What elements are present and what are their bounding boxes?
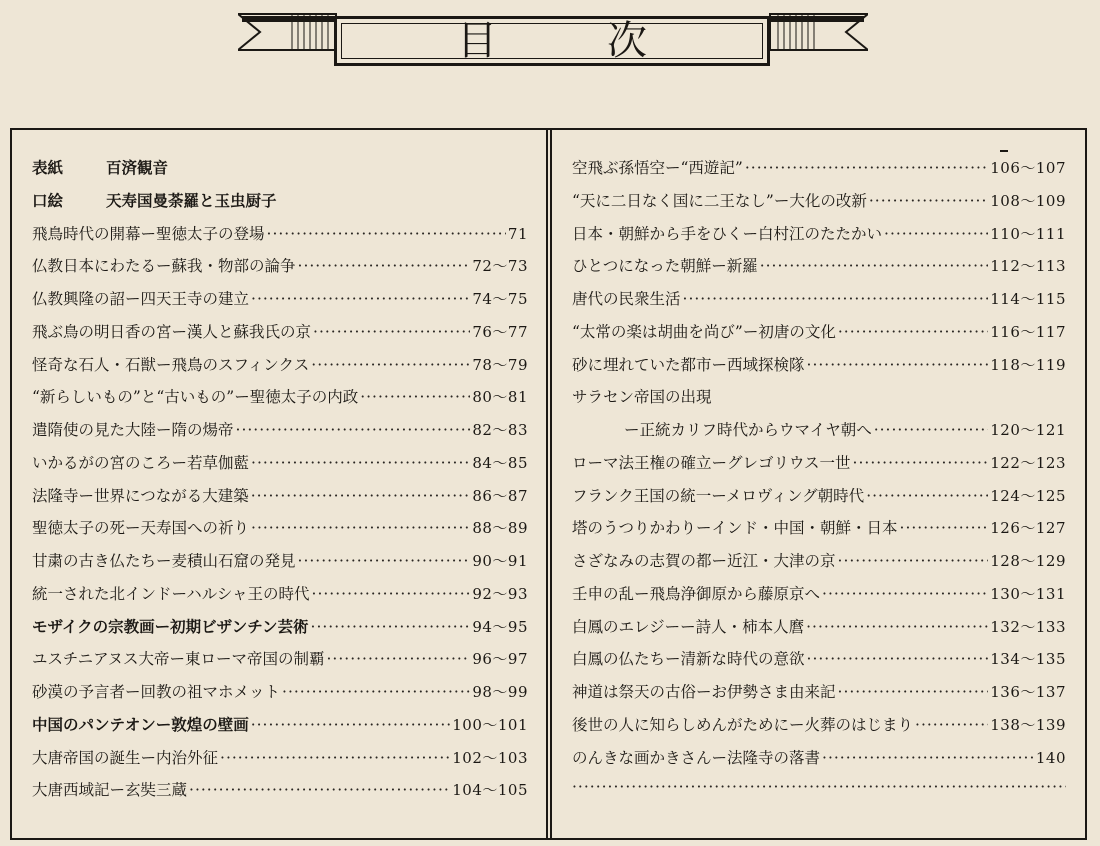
entry-title: “太常の楽は胡曲を尚び”ー初唐の文化 [572,322,836,341]
toc-entry[interactable] [32,615,528,648]
toc-banner [238,6,868,68]
entry-pages: 100～101 [452,715,528,734]
toc-entry[interactable] [572,549,1066,582]
dot-leader [313,323,470,341]
dot-leader [838,683,989,701]
toc-entry-subentry[interactable] [572,418,1066,451]
entry-title: 遣隋使の見た大陸ー隋の煬帝 [32,421,234,439]
toc-entry[interactable] [572,156,1066,189]
entry-title: 大唐西域記ー玄奘三蔵 [32,781,188,800]
dot-leader [838,552,989,570]
entry-title: 後世の人に知らしめんがためにー火葬のはじまり [572,715,914,734]
entry-pages: 76～77 [472,322,528,341]
toc-entry[interactable] [572,713,1066,746]
dot-leader [915,716,988,734]
dot-leader [900,519,989,537]
dot-leader [282,683,470,701]
dot-leader [822,585,988,603]
entry-title: 聖徳太子の死ー天寿国への祈り [32,519,250,538]
entry-pages: 120～121 [990,421,1066,439]
entry-pages: 110～111 [990,224,1066,243]
entry-title: 塔のうつりかわりーインド・中国・朝鮮・日本 [572,519,898,538]
entry-title: 飛鳥時代の開幕ー聖徳太子の登場 [32,224,265,243]
toc-entry[interactable] [572,320,1066,353]
entry-title: 怪奇な石人・石獣ー飛鳥のスフィンクス [32,355,310,374]
entry-pages: 102～103 [452,748,528,767]
toc-entry[interactable] [572,353,1066,386]
entry-pages: 90～91 [472,552,528,570]
entry-pages: 118～119 [990,355,1066,374]
entry-pages: 71 [507,224,528,243]
dot-leader [869,192,988,210]
dot-leader [236,421,471,439]
dot-leader [683,290,989,308]
dot-leader [745,159,988,177]
dot-leader [220,749,450,767]
toc-entry[interactable] [32,451,528,484]
dot-leader [251,454,470,472]
entry-pages: 126～127 [990,519,1066,538]
toc-entry[interactable] [32,516,528,549]
entry-title: 甘粛の古き仏たちー麦積山石窟の発見 [32,552,296,570]
toc-entry[interactable] [32,647,528,680]
entry-pages: 140 [1035,748,1066,767]
entry-title: ー正統カリフ時代からウマイヤ朝へ [624,421,872,439]
entry-pages: 72～73 [472,257,528,276]
entry-title: 大唐帝国の誕生ー内治外征 [32,748,219,767]
dot-leader [360,388,470,406]
dot-leader [311,618,471,636]
entry-title: 白鳳の仏たちー清新な時代の意欲 [572,650,805,669]
toc-entry[interactable] [572,647,1066,680]
entry-pages: 132～133 [990,617,1066,636]
dot-leader [251,716,451,734]
entry-title: 仏教日本にわたるー蘇我・物部の論争 [32,257,296,276]
entry-pages: 74～75 [472,290,528,308]
entry-title: 砂漠の予言者ー回教の祖マホメット [32,683,281,701]
dot-leader [806,618,988,636]
entry-pages: 82～83 [472,421,528,439]
toc-entry[interactable] [32,353,528,386]
toc-entry-cover[interactable] [32,156,528,189]
toc-entry[interactable] [32,746,528,779]
entry-title: さざなみの志賀の都ー近江・大津の京 [572,552,836,570]
toc-entry[interactable] [32,254,528,287]
dot-leader [189,781,450,799]
entry-title: ユスチニアヌス大帝ー東ローマ帝国の制覇 [32,650,325,669]
toc-left-column [32,156,528,811]
entry-pages: 84～85 [472,453,528,472]
entry-title: 統一された北インドーハルシャ王の時代 [32,584,310,603]
entry-pages: 106～107 [990,159,1066,177]
entry-title: 日本・朝鮮から手をひくー白村江のたたかい [572,224,883,243]
entry-title: 百済観音 [106,158,169,177]
entry-title: 天寿国曼荼羅と玉虫厨子 [106,190,277,210]
entry-title: ローマ法王権の確立ーグレゴリウス一世 [572,453,851,472]
entry-title: ひとつになった朝鮮ー新羅 [572,257,758,276]
entry-label: 口絵 [32,190,64,210]
entry-title: 白鳳のエレジーー詩人・柿本人麿 [572,617,805,636]
entry-pages: 116～117 [990,322,1066,341]
column-divider [546,128,552,840]
toc-entry[interactable] [32,287,528,320]
entry-pages: 94～95 [472,617,528,636]
entry-title: 飛ぶ鳥の明日香の宮ー漢人と蘇我氏の京 [32,322,312,341]
dot-leader [874,421,989,439]
toc-entry[interactable] [32,582,528,615]
dot-leader [327,650,471,668]
toc-entry-blank [572,778,1066,811]
entry-title: フランク王国の統一ーメロヴィング朝時代 [572,486,865,505]
entry-title: 壬申の乱ー飛鳥浄御原から藤原京へ [572,584,821,603]
toc-entry[interactable] [572,189,1066,222]
toc-entry[interactable] [32,484,528,517]
toc-entry[interactable] [572,451,1066,484]
toc-entry[interactable] [572,582,1066,615]
dot-leader [298,257,471,275]
entry-pages: 136～137 [990,683,1066,701]
entry-pages: 122～123 [990,453,1066,472]
entry-title: 法隆寺ー世界につながる大建築 [32,486,249,505]
toc-entry[interactable] [32,778,528,811]
toc-right-column [572,156,1066,811]
dot-leader [807,356,989,374]
entry-pages: 86～87 [472,486,528,505]
dot-leader [807,650,989,668]
entry-title: 空飛ぶ孫悟空ー“西遊記” [572,159,743,177]
toc-entry[interactable] [32,418,528,451]
dot-leader [822,749,1034,767]
entry-pages: 88～89 [472,519,528,538]
entry-pages: 78～79 [472,355,528,374]
entry-pages: 112～113 [990,257,1066,276]
entry-title: 砂に埋れていた都市ー西域探検隊 [572,355,805,374]
dot-leader [838,323,988,341]
entry-pages: 80～81 [472,388,528,407]
dot-leader [251,290,470,308]
entry-title: 仏教興隆の詔ー四天王寺の建立 [32,290,250,308]
entry-pages: 96～97 [472,650,528,669]
dot-leader [866,487,988,505]
entry-title: 唐代の民衆生活 [572,290,681,308]
banner-title-box [334,16,770,66]
toc-entry[interactable] [32,680,528,713]
toc-entry[interactable] [572,484,1066,517]
entry-title: サラセン帝国の出現 [572,388,712,407]
toc-entry[interactable] [32,320,528,353]
dot-leader [251,487,471,505]
toc-entry-heading[interactable] [572,385,1066,418]
dot-leader [312,585,471,603]
dot-leader [298,552,471,570]
entry-pages: 128～129 [990,552,1066,570]
entry-title: “新らしいもの”と“古いもの”ー聖徳太子の内政 [32,388,359,407]
toc-entry[interactable] [572,254,1066,287]
toc-entry[interactable] [32,549,528,582]
toc-entry[interactable] [32,713,528,746]
entry-title: “天に二日なく国に二王なし”ー大化の改新 [572,191,867,210]
dot-leader [760,257,989,275]
toc-entry[interactable] [572,680,1066,713]
entry-pages: 134～135 [990,650,1066,669]
entry-pages: 138～139 [990,715,1066,734]
corner-mark [1000,150,1008,152]
toc-entry[interactable] [32,222,528,255]
entry-title: 中国のパンテオンー敦煌の壁画 [32,714,249,734]
dot-leader [311,356,470,374]
entry-pages: 92～93 [472,584,528,603]
dot-leader [251,519,470,537]
page-title: 目次 [457,18,757,64]
dot-leader [267,225,506,243]
entry-title: いかるがの宮のころー若草伽藍 [32,453,250,472]
dot-leader [572,778,1066,796]
toc-entry[interactable] [32,385,528,418]
toc-entry[interactable] [572,516,1066,549]
toc-entry[interactable] [572,222,1066,255]
toc-entry-frontispiece[interactable] [32,189,528,222]
entry-pages: 130～131 [990,584,1066,603]
entry-title: モザイクの宗教画ー初期ビザンチン芸術 [32,616,309,636]
entry-label: 表紙 [32,158,64,177]
entry-pages: 108～109 [990,191,1066,210]
toc-entry[interactable] [572,746,1066,779]
toc-entry[interactable] [572,615,1066,648]
entry-pages: 104～105 [452,781,528,800]
entry-title: 神道は祭天の古俗ーお伊勢さま由来記 [572,683,836,701]
dot-leader [884,225,988,243]
toc-entry[interactable] [572,287,1066,320]
entry-title: のんきな画かきさんー法隆寺の落書 [572,748,821,767]
dot-leader [853,454,989,472]
entry-pages: 124～125 [990,486,1066,505]
entry-pages: 114～115 [990,290,1066,308]
entry-pages: 98～99 [472,683,528,701]
